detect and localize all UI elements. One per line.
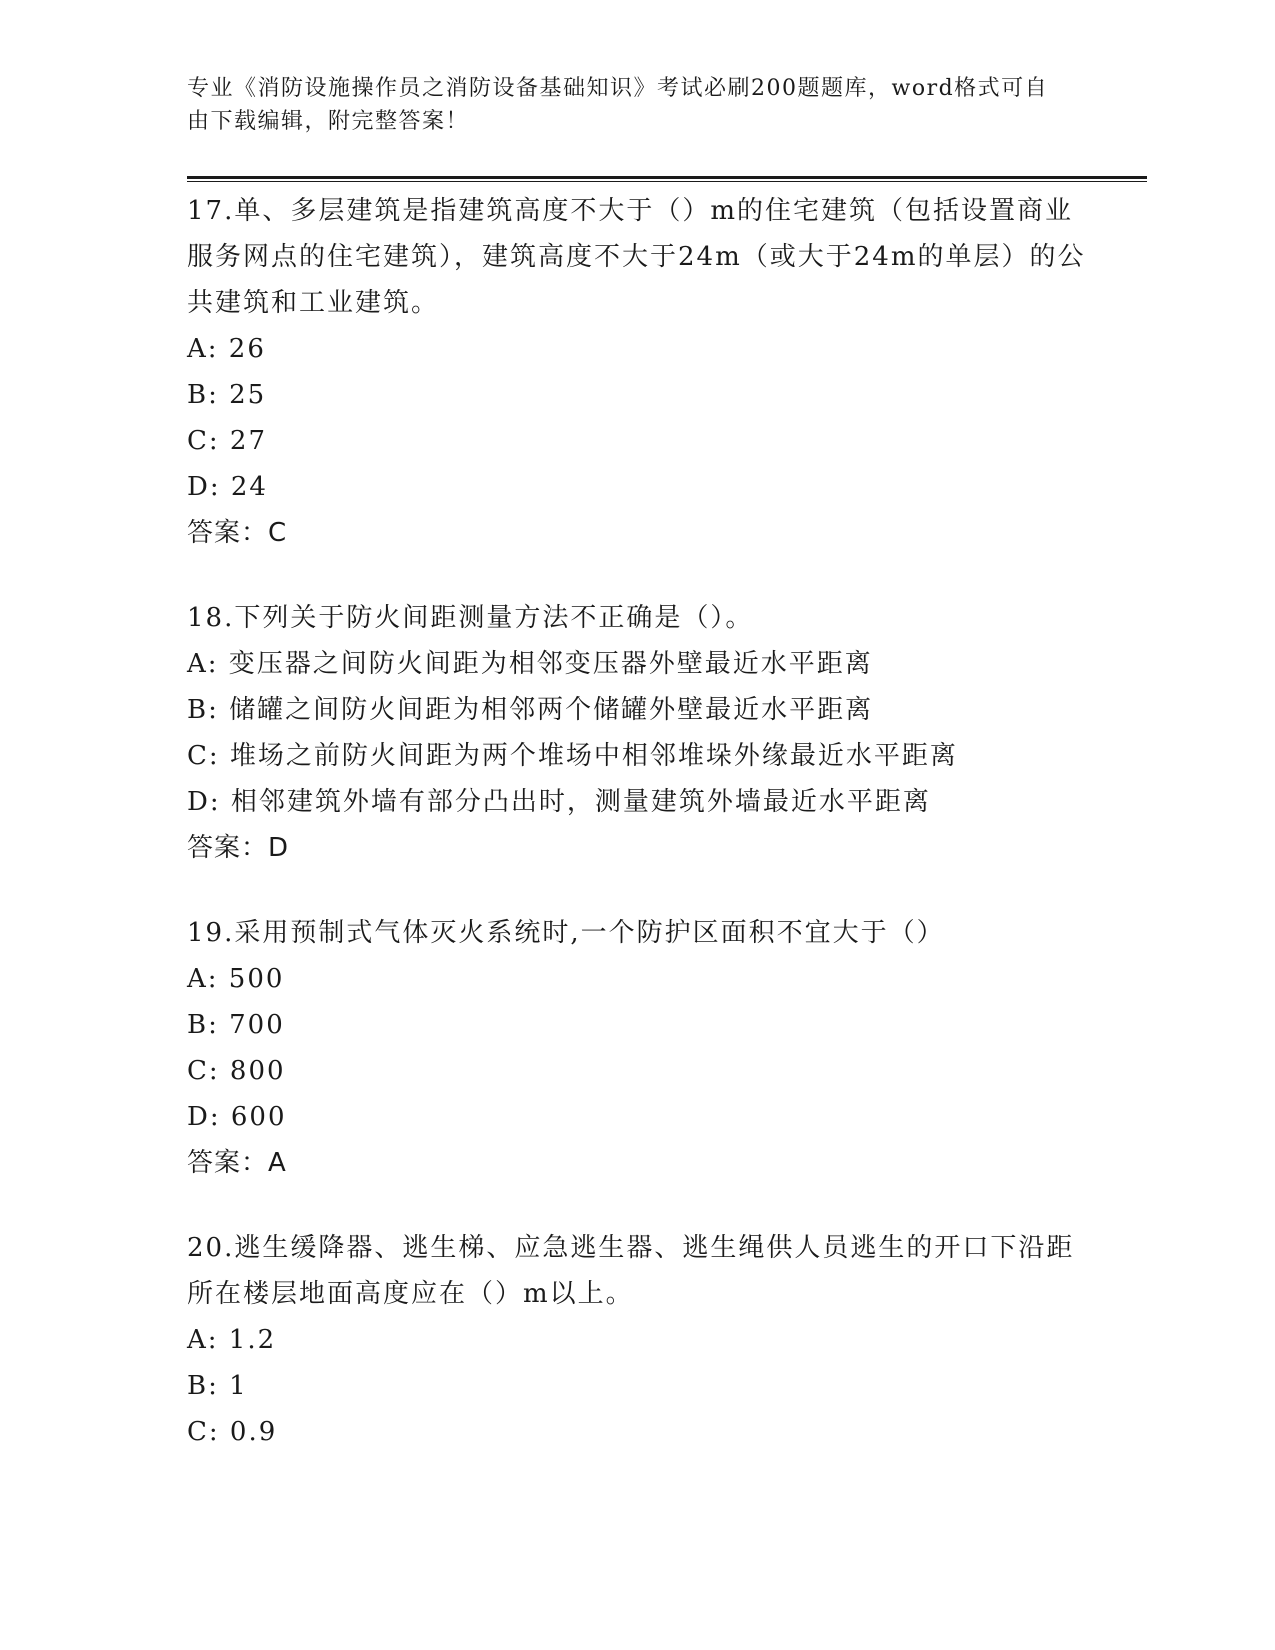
question-18 <box>187 595 1087 871</box>
option-c: C: 27 <box>187 426 268 456</box>
header-divider-thick <box>187 176 1147 179</box>
option-d: D: 相邻建筑外墙有部分凸出时，测量建筑外墙最近水平距离 <box>187 787 931 817</box>
option-b: B: 700 <box>187 1010 285 1040</box>
option-d: D: 600 <box>187 1102 287 1132</box>
option-b: B: 储罐之间防火间距为相邻两个储罐外壁最近水平距离 <box>187 695 874 725</box>
question-19 <box>187 910 1087 1186</box>
option-a: A: 变压器之间防火间距为相邻变压器外壁最近水平距离 <box>187 649 873 679</box>
option-c: C: 0.9 <box>187 1417 278 1447</box>
answer-line: 答案：C <box>187 518 288 548</box>
question-text: 18.下列关于防火间距测量方法不正确是（）。 <box>187 603 754 633</box>
document-header: 专业《消防设施操作员之消防设备基础知识》考试必刷200题题库，word格式可自由下载编辑，附完整答案！ <box>187 76 1049 134</box>
question-text: 17.单、多层建筑是指建筑高度不大于（）m的住宅建筑（包括设置商业服务网点的住宅建筑），建筑高度不大于24m（或大于24m的单层）的公共建筑和工业建筑。 <box>187 196 1086 318</box>
option-a: A: 500 <box>187 964 285 994</box>
answer-line: 答案：A <box>187 1148 287 1178</box>
question-text: 19.采用预制式气体灭火系统时,一个防护区面积不宜大于（） <box>187 918 945 948</box>
question-text: 20.逃生缓降器、逃生梯、应急逃生器、逃生绳供人员逃生的开口下沿距所在楼层地面高度应在（）m以上。 <box>187 1233 1075 1309</box>
option-c: C: 800 <box>187 1056 286 1086</box>
option-a: A: 1.2 <box>187 1325 277 1355</box>
option-b: B: 1 <box>187 1371 248 1401</box>
option-c: C: 堆场之前防火间距为两个堆场中相邻堆垛外缘最近水平距离 <box>187 741 958 771</box>
option-d: D: 24 <box>187 472 268 502</box>
option-b: B: 25 <box>187 380 267 410</box>
answer-line: 答案：D <box>187 833 290 863</box>
question-17 <box>187 188 1087 556</box>
header-divider-thin <box>187 181 1147 182</box>
option-a: A: 26 <box>187 334 266 364</box>
question-list <box>187 188 1087 1494</box>
question-20 <box>187 1225 1087 1455</box>
